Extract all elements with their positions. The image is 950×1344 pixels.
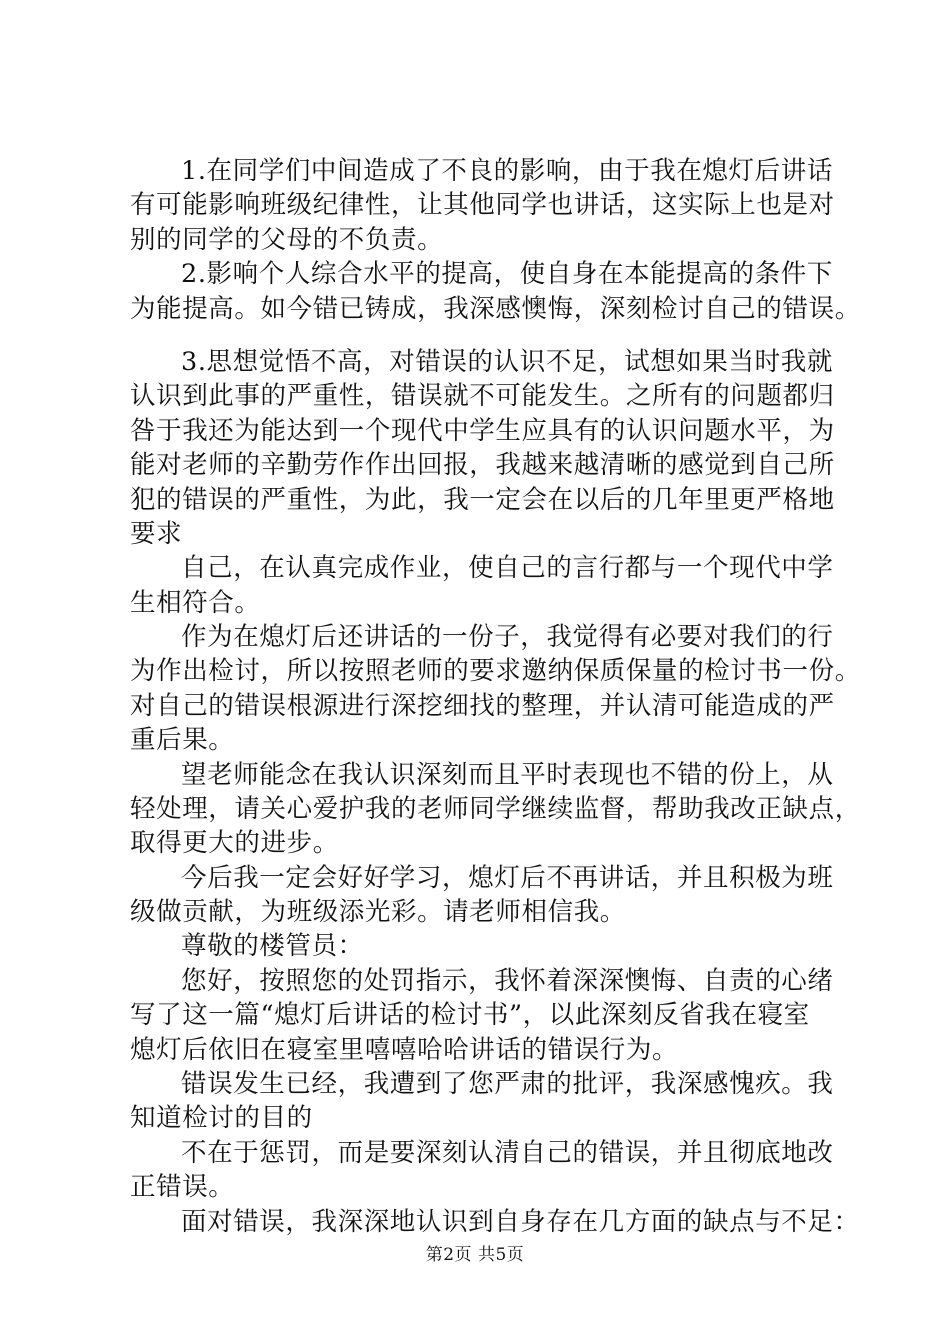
paragraph-line: 重后果。 bbox=[130, 725, 235, 755]
page-number-footer: 第2页 共5页 bbox=[425, 1245, 525, 1265]
paragraph-line: 不在于惩罚，而是要深刻认清自己的错误，并且彻底地改 bbox=[181, 1138, 834, 1168]
paragraph-line: 为作出检讨，所以按照老师的要求邀纳保质保量的检讨书一份。 bbox=[130, 656, 861, 686]
paragraph-line: 犯的错误的严重性，为此，我一定会在以后的几年里更严格地 bbox=[130, 485, 835, 515]
paragraph-line: 知道检讨的目的 bbox=[130, 1103, 313, 1133]
paragraph-line: 级做贡献，为班级添光彩。请老师相信我。 bbox=[130, 897, 626, 927]
paragraph-line: 面对错误，我深深地认识到自身存在几方面的缺点与不足： bbox=[181, 1207, 860, 1237]
paragraph-line: 轻处理，请关心爱护我的老师同学继续监督，帮助我改正缺点， bbox=[130, 794, 861, 824]
paragraph-line: 别的同学的父母的不负责。 bbox=[130, 225, 444, 255]
paragraph-line: 作为在熄灯后还讲话的一份子，我觉得有必要对我们的行 bbox=[181, 622, 834, 652]
paragraph-line: 2.影响个人综合水平的提高，使自身在本能提高的条件下 bbox=[181, 259, 833, 289]
paragraph-line: 有可能影响班级纪律性，让其他同学也讲话，这实际上也是对 bbox=[130, 190, 835, 220]
paragraph-line: 对自己的错误根源进行深挖细找的整理，并认清可能造成的严 bbox=[130, 691, 835, 721]
paragraph-line: 生相符合。 bbox=[130, 588, 261, 618]
paragraph-line: 今后我一定会好好学习，熄灯后不再讲话，并且积极为班 bbox=[181, 863, 834, 893]
paragraph-line: 您好，按照您的处罚指示，我怀着深深懊悔、自责的心绪 bbox=[181, 966, 834, 996]
paragraph-line: 自己，在认真完成作业，使自己的言行都与一个现代中学 bbox=[181, 553, 834, 583]
paragraph-line: 取得更大的进步。 bbox=[130, 828, 339, 858]
paragraph-line: 错误发生已经，我遭到了您严肃的批评，我深感愧疚。我 bbox=[181, 1069, 834, 1099]
paragraph-line: 正错误。 bbox=[130, 1172, 235, 1202]
paragraph-line: 要求 bbox=[130, 519, 183, 549]
paragraph-line: 熄灯后依旧在寝室里嘻嘻哈哈讲话的错误行为。 bbox=[130, 1035, 679, 1065]
paragraph-line: 认识到此事的严重性，错误就不可能发生。之所有的问题都归 bbox=[130, 381, 835, 411]
paragraph-line: 尊敬的楼管员： bbox=[181, 931, 364, 961]
paragraph-line: 咎于我还为能达到一个现代中学生应具有的认识问题水平，为 bbox=[130, 416, 835, 446]
paragraph-line: 为能提高。如今错已铸成，我深感懊悔，深刻检讨自己的错误。 bbox=[130, 294, 861, 324]
paragraph-line: 1.在同学们中间造成了不良的影响，由于我在熄灯后讲话 bbox=[181, 156, 833, 186]
paragraph-line: 能对老师的辛勤劳作作出回报，我越来越清晰的感觉到自己所 bbox=[130, 450, 835, 480]
paragraph-line: 望老师能念在我认识深刻而且平时表现也不错的份上，从 bbox=[181, 760, 834, 790]
paragraph-line: 写了这一篇“熄灯后讲话的检讨书”，以此深刻反省我在寝室 bbox=[130, 1000, 810, 1030]
paragraph-line: 3.思想觉悟不高，对错误的认识不足，试想如果当时我就 bbox=[181, 347, 833, 377]
